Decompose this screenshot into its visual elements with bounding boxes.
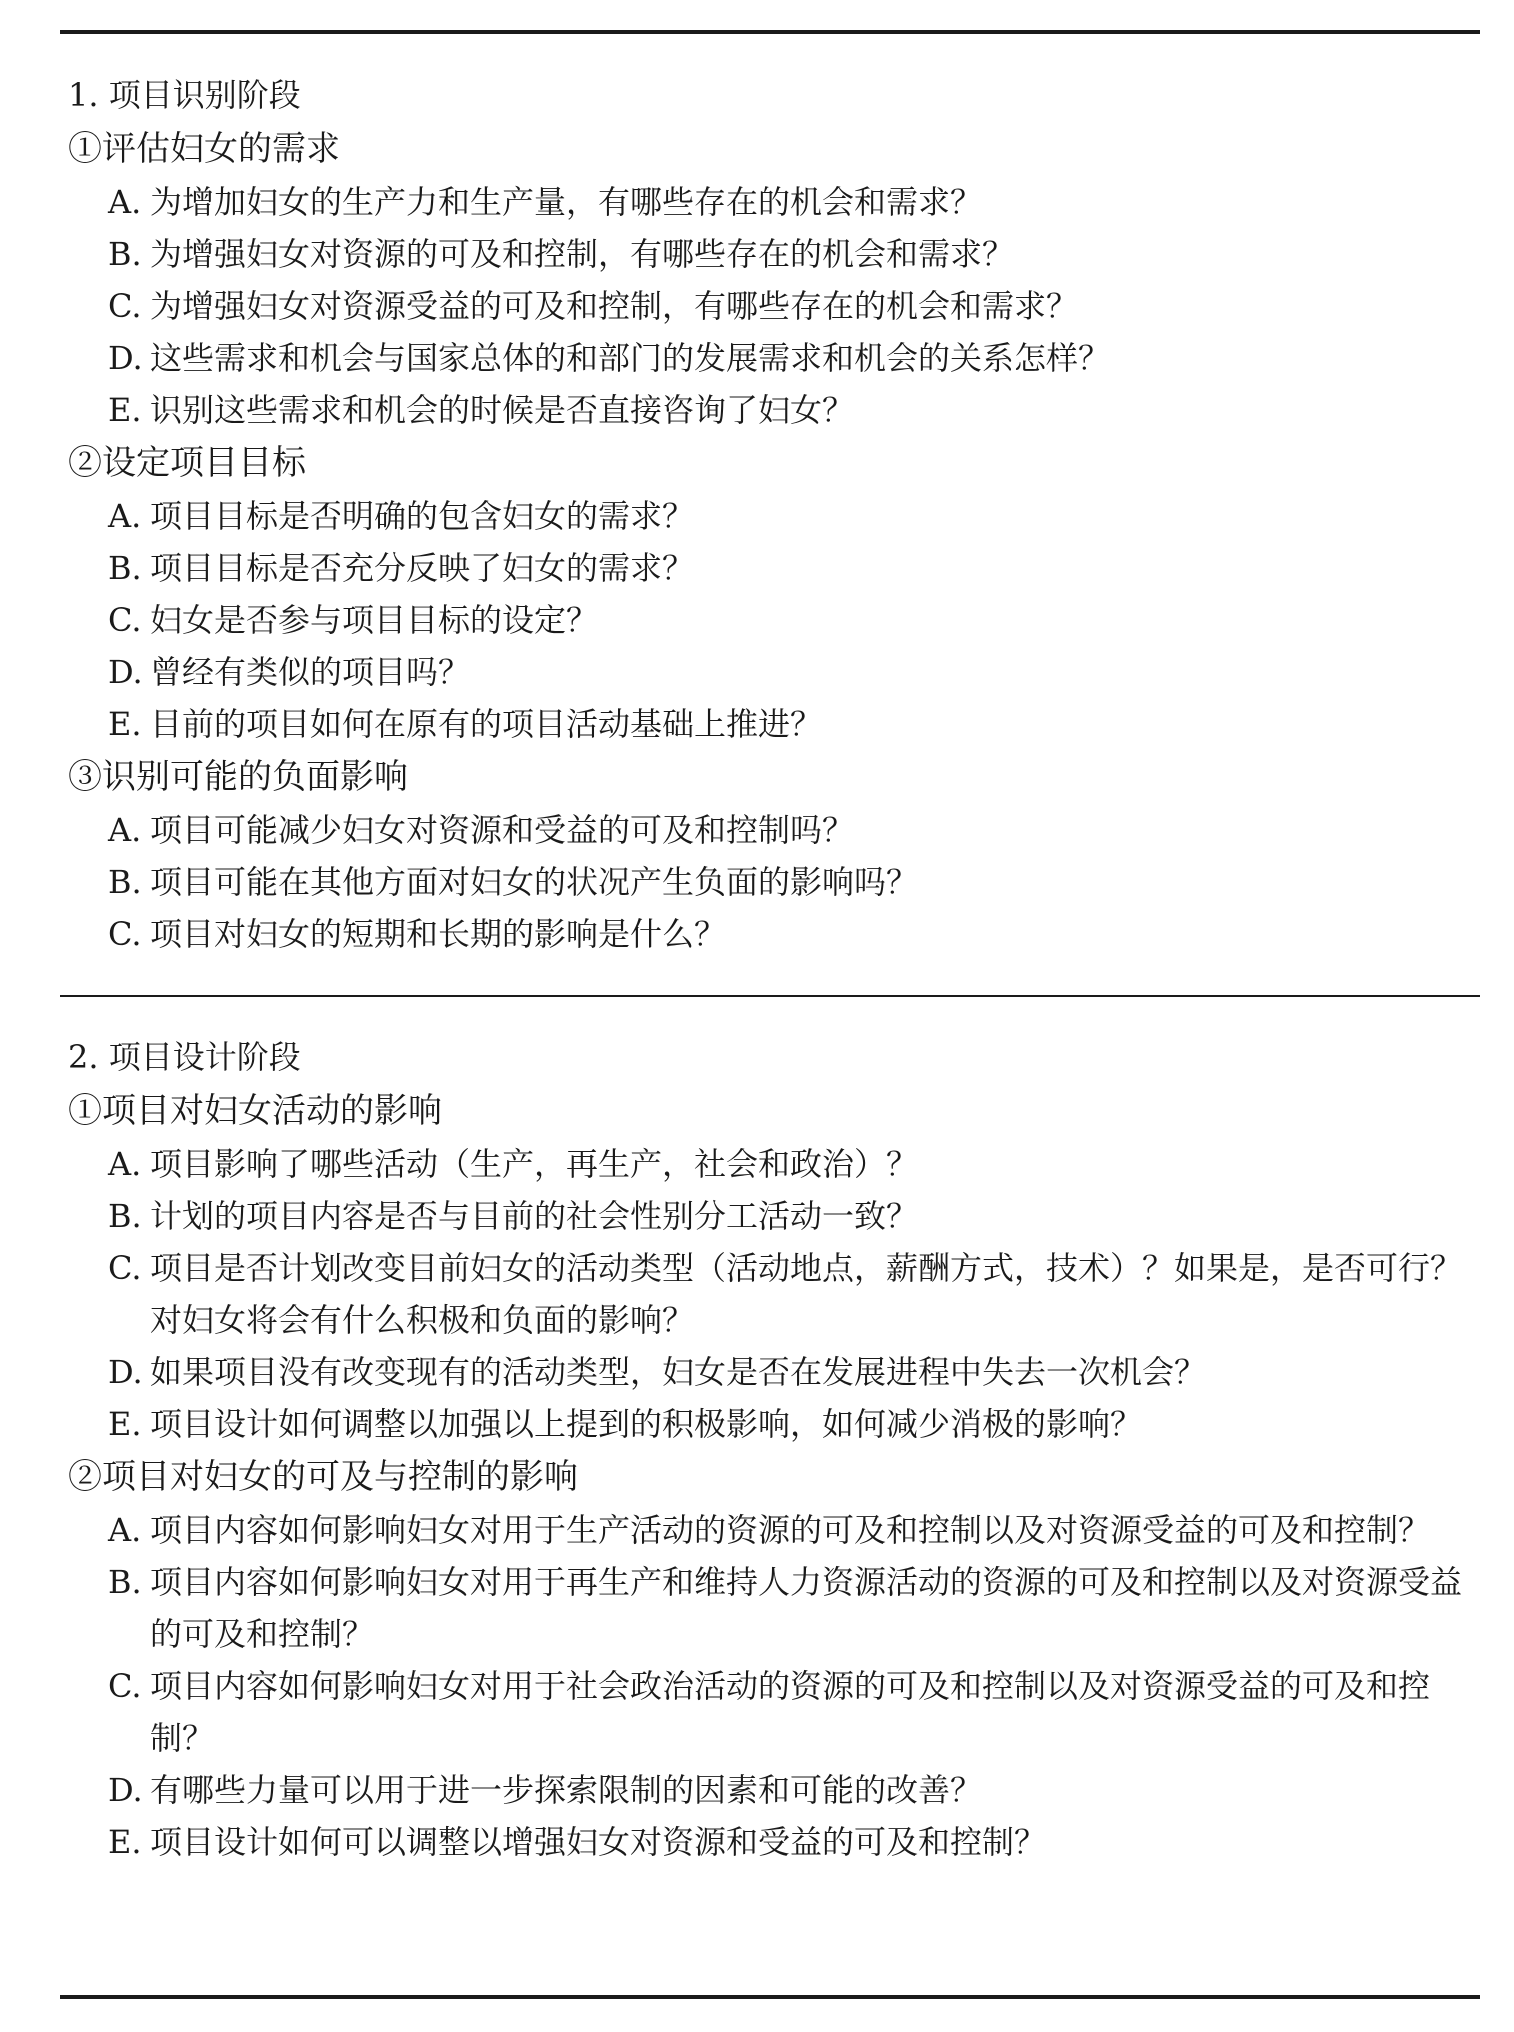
question-letter: C. — [108, 915, 142, 953]
question-item — [108, 542, 1480, 594]
question-letter: E. — [108, 705, 142, 743]
question-text: 项目目标是否明确的包含妇女的需求？ — [150, 497, 695, 535]
question-letter: E. — [108, 1823, 142, 1861]
question-letter: A. — [108, 497, 142, 535]
section-divider — [60, 995, 1480, 997]
question-letter: B. — [108, 235, 142, 273]
question-text: 项目内容如何影响妇女对用于再生产和维持人力资源活动的资源的可及和控制以及对资源受益的可及和控制？ — [150, 1563, 1463, 1653]
question-letter: D. — [108, 1771, 143, 1809]
top-rule — [60, 30, 1480, 34]
group-title: ③识别可能的负面影响 — [68, 757, 408, 797]
question-text: 项目目标是否充分反映了妇女的需求？ — [150, 549, 695, 587]
group-title: ②设定项目目标 — [68, 443, 306, 483]
question-letter: E. — [108, 391, 142, 429]
question-item — [108, 856, 1480, 908]
question-text: 有哪些力量可以用于进一步探索限制的因素和可能的改善？ — [150, 1771, 983, 1809]
question-text: 项目可能在其他方面对妇女的状况产生负面的影响吗？ — [150, 863, 919, 901]
question-text: 项目内容如何影响妇女对用于生产活动的资源的可及和控制以及对资源受益的可及和控制？ — [150, 1511, 1431, 1549]
question-item — [108, 280, 1480, 332]
question-item — [108, 490, 1480, 542]
question-item — [108, 646, 1480, 698]
question-text: 项目内容如何影响妇女对用于社会政治活动的资源的可及和控制以及对资源受益的可及和控制？ — [150, 1667, 1431, 1757]
question-item — [108, 1190, 1480, 1242]
question-text: 为增强妇女对资源的可及和控制，有哪些存在的机会和需求？ — [150, 235, 1015, 273]
question-text: 这些需求和机会与国家总体的和部门的发展需求和机会的关系怎样？ — [150, 339, 1111, 377]
question-letter: C. — [108, 1249, 142, 1287]
question-text: 计划的项目内容是否与目前的社会性别分工活动一致？ — [150, 1197, 919, 1235]
question-text: 曾经有类似的项目吗？ — [150, 653, 471, 691]
question-item — [108, 1346, 1480, 1398]
question-letter: B. — [108, 863, 142, 901]
question-item — [108, 908, 1480, 960]
question-text: 项目可能减少妇女对资源和受益的可及和控制吗？ — [150, 811, 855, 849]
section-project-design — [60, 1030, 1480, 1868]
group-title: ②项目对妇女的可及与控制的影响 — [68, 1457, 578, 1497]
question-text: 为增强妇女对资源受益的可及和控制，有哪些存在的机会和需求？ — [150, 287, 1079, 325]
question-item — [108, 1138, 1480, 1190]
question-item — [108, 332, 1480, 384]
section-title: 2. 项目设计阶段 — [68, 1038, 301, 1076]
question-item — [108, 1660, 1480, 1764]
question-letter: C. — [108, 287, 142, 325]
question-item — [108, 1816, 1480, 1868]
question-text: 项目设计如何可以调整以增强妇女对资源和受益的可及和控制？ — [150, 1823, 1047, 1861]
section-project-identification — [60, 68, 1480, 960]
question-letter: D. — [108, 339, 143, 377]
question-item — [108, 228, 1480, 280]
question-item — [108, 1242, 1480, 1346]
question-letter: A. — [108, 1511, 142, 1549]
question-letter: C. — [108, 601, 142, 639]
question-letter: B. — [108, 1197, 142, 1235]
question-letter: D. — [108, 1353, 143, 1391]
question-item — [108, 1504, 1480, 1556]
question-text: 目前的项目如何在原有的项目活动基础上推进？ — [150, 705, 823, 743]
bottom-rule — [60, 1995, 1480, 1999]
group-title: ①评估妇女的需求 — [68, 129, 340, 169]
question-letter: B. — [108, 549, 142, 587]
question-item — [108, 1556, 1480, 1660]
question-text: 如果项目没有改变现有的活动类型，妇女是否在发展进程中失去一次机会？ — [150, 1353, 1207, 1391]
question-text: 识别这些需求和机会的时候是否直接咨询了妇女？ — [150, 391, 855, 429]
question-text: 项目设计如何调整以加强以上提到的积极影响，如何减少消极的影响？ — [150, 1405, 1143, 1443]
question-item — [108, 804, 1480, 856]
question-letter: D. — [108, 653, 143, 691]
question-letter: E. — [108, 1405, 142, 1443]
question-text: 项目是否计划改变目前妇女的活动类型（活动地点，薪酬方式，技术）？如果是，是否可行？对妇女将会有什么积极和负面的影响？ — [150, 1249, 1463, 1339]
question-letter: B. — [108, 1563, 142, 1601]
question-text: 项目对妇女的短期和长期的影响是什么？ — [150, 915, 727, 953]
question-item — [108, 384, 1480, 436]
question-text: 为增加妇女的生产力和生产量，有哪些存在的机会和需求？ — [150, 183, 983, 221]
group-title: ①项目对妇女活动的影响 — [68, 1091, 442, 1131]
question-letter: A. — [108, 1145, 142, 1183]
section-title: 1. 项目识别阶段 — [68, 76, 301, 114]
question-item — [108, 594, 1480, 646]
question-item — [108, 1398, 1480, 1450]
question-letter: A. — [108, 811, 142, 849]
question-text: 妇女是否参与项目目标的设定？ — [150, 601, 599, 639]
question-item — [108, 1764, 1480, 1816]
question-letter: A. — [108, 183, 142, 221]
question-item — [108, 176, 1480, 228]
question-letter: C. — [108, 1667, 142, 1705]
question-text: 项目影响了哪些活动（生产，再生产，社会和政治）？ — [150, 1145, 919, 1183]
question-item — [108, 698, 1480, 750]
